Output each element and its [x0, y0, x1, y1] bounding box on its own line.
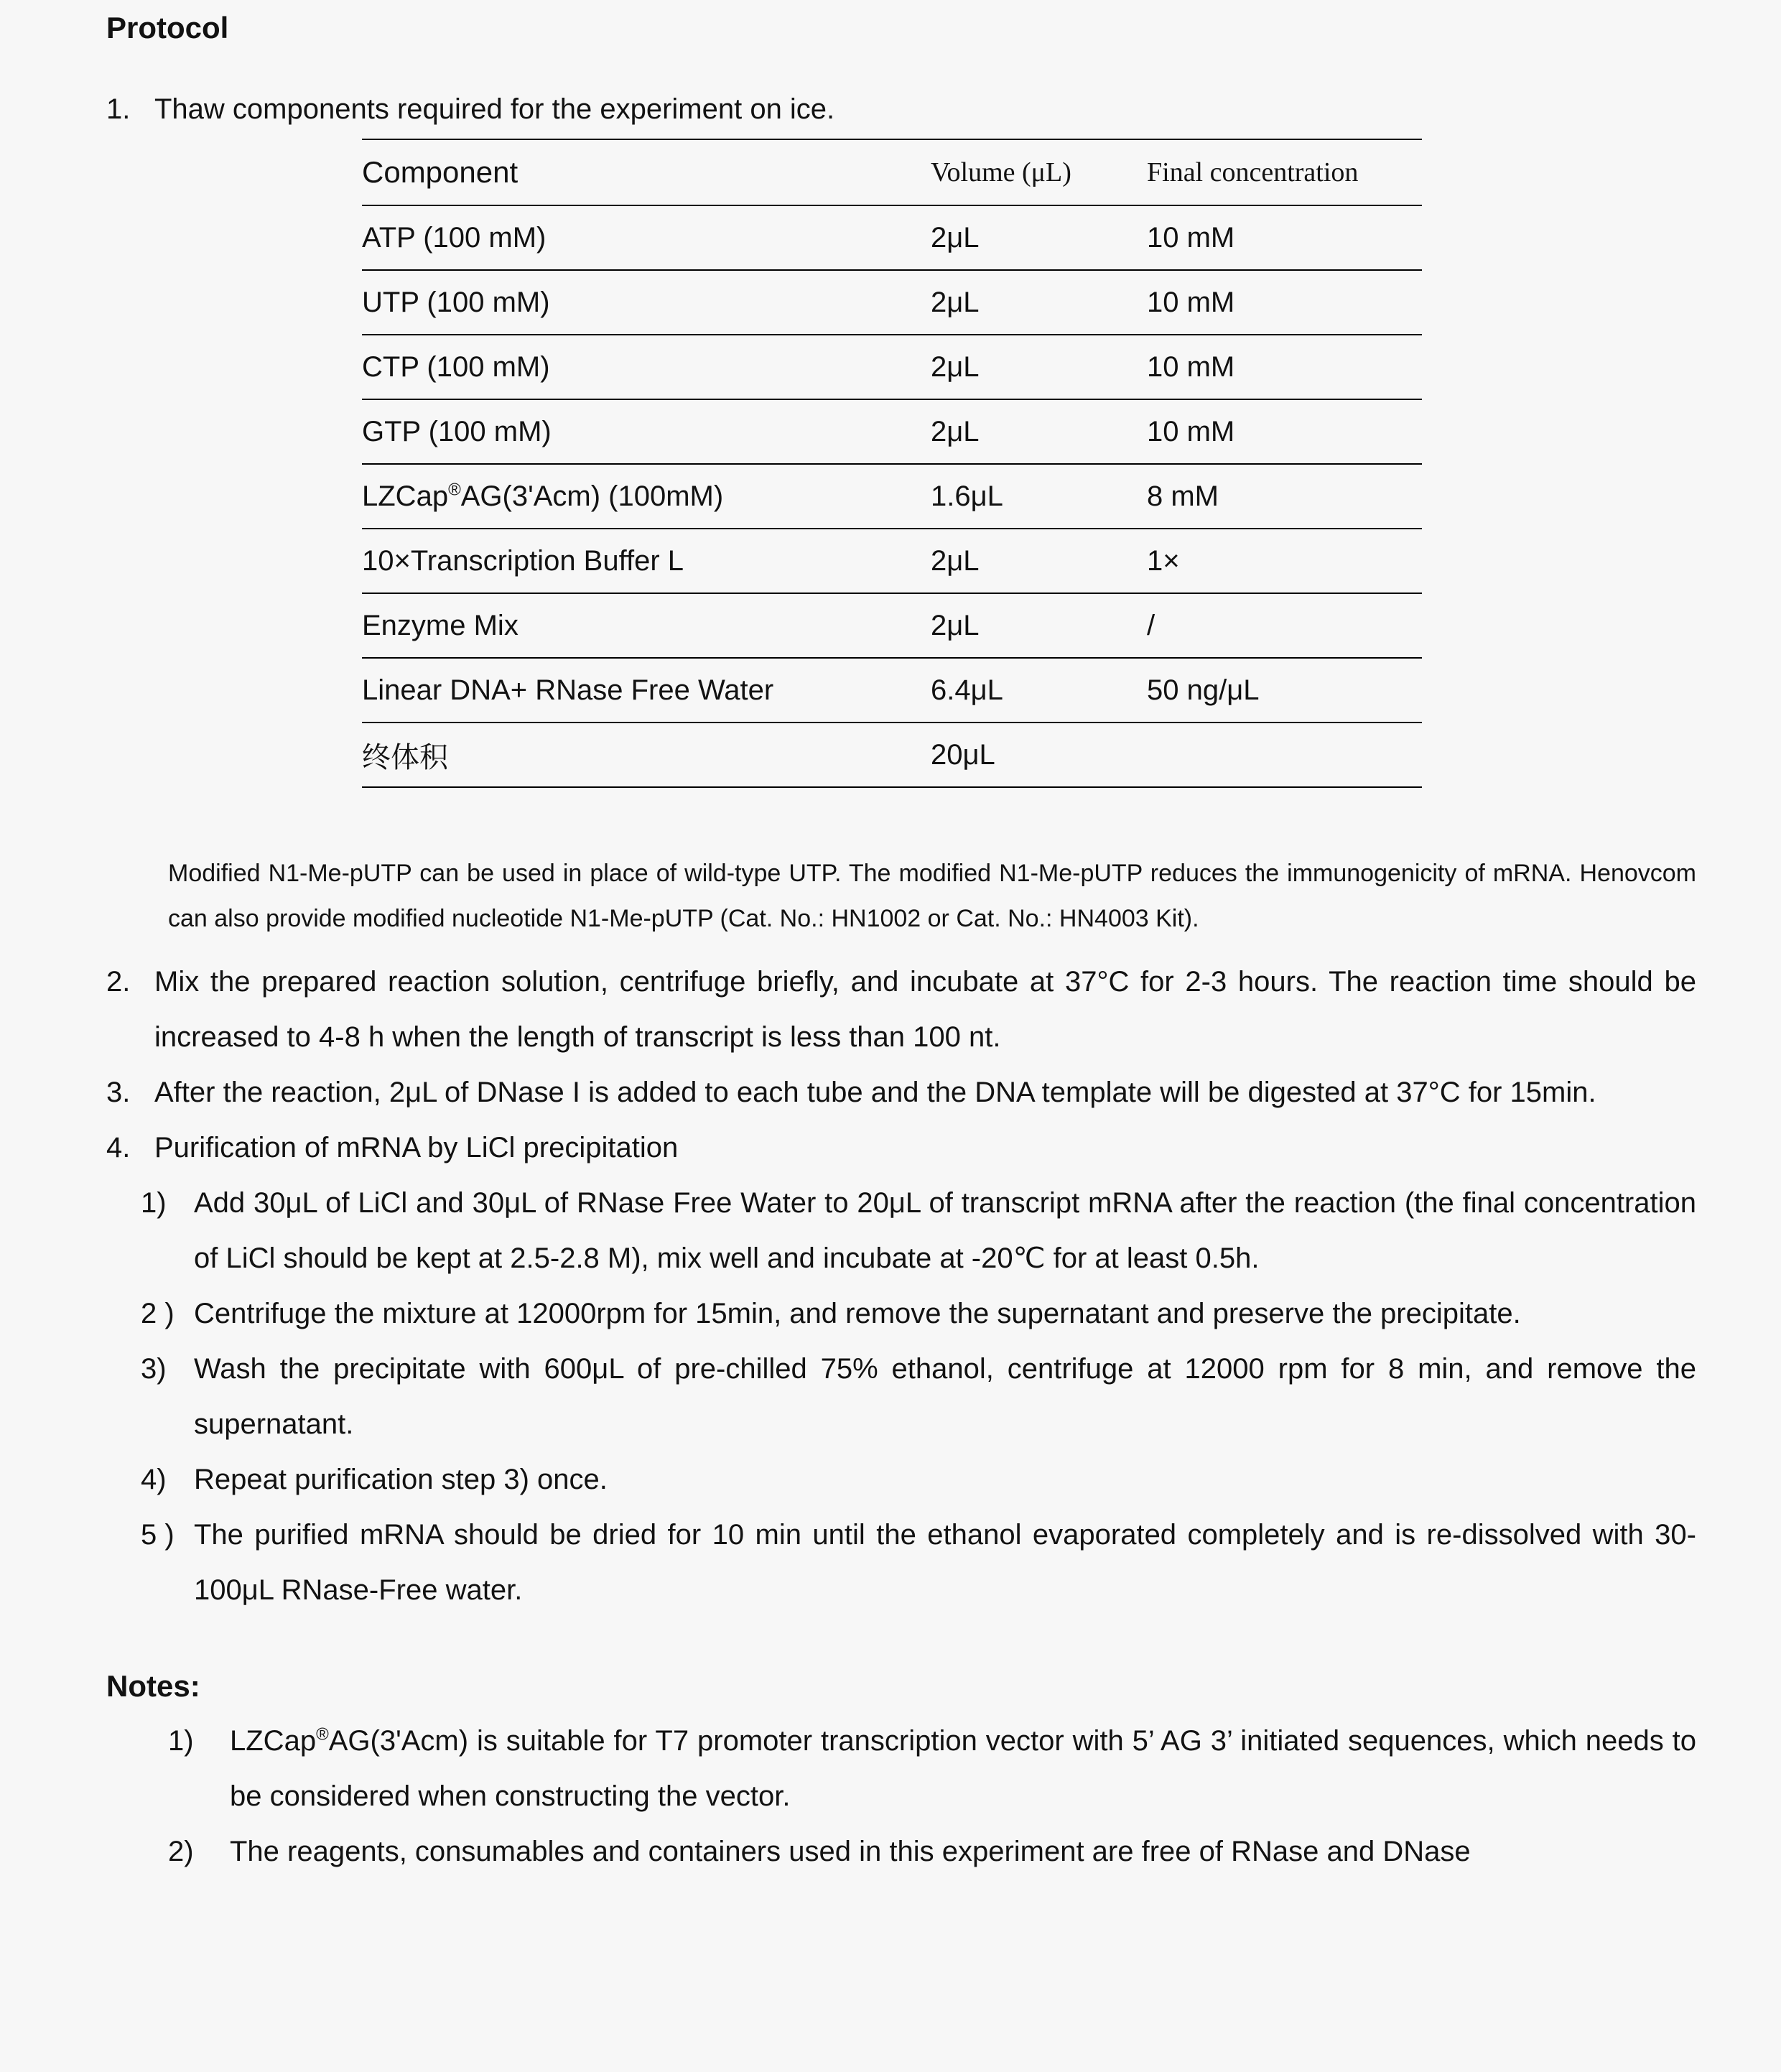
substep-label: 4): [141, 1464, 167, 1495]
component-text: AG(3'Acm) (100mM): [460, 480, 724, 512]
note-item-2: [168, 1824, 1696, 1880]
purification-substep-3: [141, 1342, 1696, 1452]
step-number-label: 1.: [106, 93, 131, 125]
purification-substep-2: [141, 1286, 1696, 1342]
substep-text: Centrifuge the mixture at 12000rpm for 15min, and remove the supernatant and preserve the precipitate.: [194, 1298, 1521, 1329]
substep-label: 3): [141, 1353, 167, 1385]
note-item-text: [230, 1714, 1696, 1824]
final-concentration-cell: 10 mM: [1147, 350, 1235, 383]
note-item-label: 2): [168, 1836, 194, 1867]
components-table: [362, 139, 1422, 788]
table-row: [362, 593, 1422, 658]
purification-substep-4: [141, 1452, 1696, 1507]
volume-cell: 2μL: [931, 609, 980, 641]
component-cell: GTP (100 mM): [362, 415, 552, 447]
table-row: [362, 464, 1422, 529]
final-concentration-cell: 10 mM: [1147, 286, 1235, 318]
component-cell: 终体积: [362, 741, 448, 773]
component-text: LZCap: [362, 480, 449, 512]
substep-label: 1): [141, 1187, 167, 1219]
protocol-step-4: [106, 1120, 1696, 1176]
substep-text: Add 30μL of LiCl and 30μL of RNase Free Water to 20μL of transcript mRNA after the reaction (the final concentration of LiCl should be kept at 2.5-2.8 M), mix well and incubate at -20℃ for at least 0.5h.: [194, 1187, 1696, 1274]
substep-text: The purified mRNA should be dried for 10 min until the ethanol evaporated completely and is re-dissolved with 30-100μL RNase-Free water.: [194, 1519, 1696, 1606]
volume-cell: 2μL: [931, 350, 980, 383]
registered-trademark-sup: ®: [316, 1724, 329, 1745]
volume-cell: 2μL: [931, 544, 980, 577]
substep-label: 2 ): [141, 1298, 175, 1329]
final-concentration-cell: 10 mM: [1147, 415, 1235, 447]
col-header-final-concentration: Final concentration: [1147, 157, 1359, 187]
final-concentration-cell: 10 mM: [1147, 221, 1235, 254]
final-concentration-cell: /: [1147, 609, 1155, 641]
col-header-component: Component: [362, 155, 519, 189]
final-concentration-cell: [1147, 723, 1422, 787]
component-cell: 10×Transcription Buffer L: [362, 544, 684, 577]
utp-note-paragraph: Modified N1-Me-pUTP can be used in place of wild-type UTP. The modified N1-Me-pUTP reduces the immunogenicity of mRNA. Henovcom can also provide modified nucleotide N1-Me-pUTP (Cat. No.: HN1002 or Cat. No.: HN4003 Kit).: [168, 860, 1696, 932]
note-text-prefix: LZCap: [230, 1725, 317, 1757]
notes-heading: Notes:: [106, 1669, 200, 1703]
note-item-text: The reagents, consumables and containers used in this experiment are free of RNase and DNase: [230, 1836, 1471, 1867]
note-text-body: AG(3'Acm) is suitable for T7 promoter transcription vector with 5’ AG 3’ initiated sequences, which needs to be considered when constructing the vector.: [230, 1725, 1696, 1812]
table-row: [362, 205, 1422, 270]
component-cell: CTP (100 mM): [362, 350, 550, 383]
step-number-label: 4.: [106, 1132, 131, 1163]
purification-substep-5: [141, 1507, 1696, 1618]
step-text: Thaw components required for the experiment on ice.: [154, 93, 835, 125]
component-cell: Enzyme Mix: [362, 609, 519, 641]
step-text: After the reaction, 2μL of DNase I is added to each tube and the DNA template will be digested at 37°C for 15min.: [154, 1077, 1596, 1108]
component-cell: [362, 464, 931, 529]
step-number-label: 3.: [106, 1077, 131, 1108]
volume-cell: 6.4μL: [931, 674, 1003, 706]
protocol-step-2: [106, 954, 1696, 1065]
component-cell: UTP (100 mM): [362, 286, 550, 318]
purification-substep-1: [141, 1176, 1696, 1286]
table-row: [362, 723, 1422, 787]
table-row: [362, 529, 1422, 593]
step-number-label: 2.: [106, 966, 131, 998]
volume-cell: 2μL: [931, 221, 980, 254]
table-row: [362, 658, 1422, 723]
final-concentration-cell: 50 ng/μL: [1147, 674, 1260, 706]
component-cell: ATP (100 mM): [362, 221, 547, 254]
substep-label: 5 ): [141, 1519, 175, 1551]
volume-cell: 1.6μL: [931, 480, 1003, 512]
registered-trademark-sup: ®: [448, 480, 461, 500]
volume-cell: 20μL: [931, 738, 995, 771]
page-title: Protocol: [106, 11, 229, 45]
volume-cell: 2μL: [931, 415, 980, 447]
step-text: Mix the prepared reaction solution, centrifuge briefly, and incubate at 37°C for 2-3 hours. The reaction time should be increased to 4-8 h when the length of transcript is less than 100 nt.: [154, 966, 1696, 1053]
component-cell: Linear DNA+ RNase Free Water: [362, 674, 774, 706]
protocol-step-1: [106, 82, 1696, 137]
volume-cell: 2μL: [931, 286, 980, 318]
table-row: [362, 335, 1422, 399]
col-header-volume: Volume (μL): [931, 157, 1071, 187]
step-text: Purification of mRNA by LiCl precipitation: [154, 1132, 679, 1163]
substep-text: Repeat purification step 3) once.: [194, 1464, 608, 1495]
table-header-row: [362, 139, 1422, 205]
final-concentration-cell: 8 mM: [1147, 480, 1219, 512]
final-concentration-cell: 1×: [1147, 544, 1180, 577]
substep-text: Wash the precipitate with 600μL of pre-chilled 75% ethanol, centrifuge at 12000 rpm for 8 min, and remove the supernatant.: [194, 1353, 1696, 1440]
note-item-label: 1): [168, 1725, 194, 1757]
protocol-steps: [106, 954, 1696, 1618]
protocol-step-3: [106, 1065, 1696, 1120]
components-table-wrap: [362, 139, 1696, 788]
table-row: [362, 270, 1422, 335]
note-item-1: [168, 1714, 1696, 1824]
table-row: [362, 399, 1422, 464]
